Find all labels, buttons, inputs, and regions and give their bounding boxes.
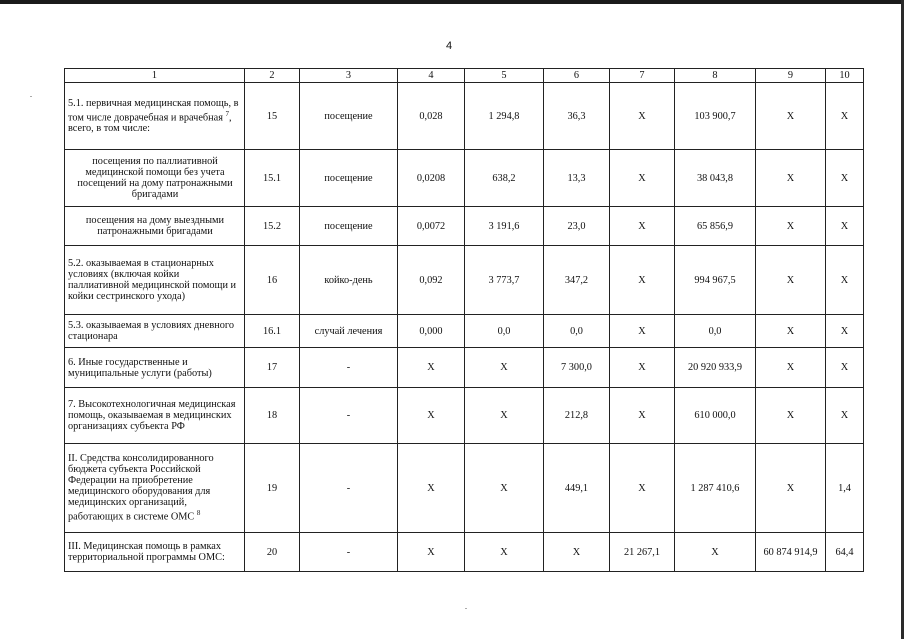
table-cell: 0,028 [398, 83, 465, 150]
table-cell: X [675, 533, 756, 572]
table-row [65, 150, 864, 207]
scan-speck [30, 96, 32, 97]
table-cell: 0,000 [398, 315, 465, 348]
row-label [65, 388, 245, 444]
table-cell: X [826, 348, 864, 388]
table-cell: X [826, 388, 864, 444]
table-cell: 38 043,8 [675, 150, 756, 207]
row-label [65, 348, 245, 388]
table-cell: X [756, 207, 826, 246]
row-label-text: посещения по паллиативной медицинской помощи без учета посещений на дому патронажными бригадами [77, 156, 233, 200]
row-label-text: 5.2. оказываемая в стационарных условиях (включая койки паллиативной медицинской помощи и койки сестринского ухода) [68, 258, 237, 302]
row-label [65, 150, 245, 207]
table-header-row [65, 69, 864, 83]
table-cell: X [756, 388, 826, 444]
table-cell: 3 773,7 [465, 246, 544, 315]
table-cell: 3 191,6 [465, 207, 544, 246]
table-row [65, 388, 864, 444]
footnote-marker: 7 [225, 109, 230, 118]
table-cell: X [398, 348, 465, 388]
table-cell: - [300, 444, 398, 533]
table-cell: 15.2 [245, 207, 300, 246]
column-header: 4 [398, 69, 465, 83]
table-cell: 103 900,7 [675, 83, 756, 150]
table-row [65, 444, 864, 533]
row-label [65, 83, 245, 150]
table-cell: X [756, 83, 826, 150]
table-row [65, 83, 864, 150]
table-cell: посещение [300, 150, 398, 207]
row-label [65, 444, 245, 533]
table-cell: X [756, 348, 826, 388]
row-label-text: 7. Высокотехнологичная медицинская помощь, оказываемая в медицинских организациях субъекта РФ [68, 399, 236, 432]
row-label-text: II. Средства консолидированного бюджета субъекта Российской Федерации на приобретение медицинского оборудования для медицинских организаций, работающих в системе ОМС [68, 453, 214, 523]
column-header: 7 [610, 69, 675, 83]
table-cell: 610 000,0 [675, 388, 756, 444]
table-cell: X [610, 83, 675, 150]
table-cell: койко-день [300, 246, 398, 315]
table-cell: 17 [245, 348, 300, 388]
row-label [65, 246, 245, 315]
data-table [64, 68, 864, 572]
table-cell: X [610, 150, 675, 207]
table-cell: X [756, 444, 826, 533]
table-cell: 65 856,9 [675, 207, 756, 246]
page-number: 4 [446, 40, 453, 52]
table-cell: 0,0 [465, 315, 544, 348]
row-label-text: III. Медицинская помощь в рамках территориальной программы ОМС: [68, 541, 225, 563]
table-cell: посещение [300, 83, 398, 150]
table-cell: 0,0 [675, 315, 756, 348]
column-header: 5 [465, 69, 544, 83]
table-cell: X [610, 246, 675, 315]
footnote-marker: 8 [196, 509, 201, 518]
scan-speck [465, 608, 467, 609]
table-cell: 0,092 [398, 246, 465, 315]
row-label-text: 6. Иные государственные и муниципальные услуги (работы) [68, 356, 212, 379]
table-cell: X [756, 315, 826, 348]
table-cell: X [826, 150, 864, 207]
table-cell: 347,2 [544, 246, 610, 315]
table-cell: 20 [245, 533, 300, 572]
table-cell: X [610, 388, 675, 444]
table-cell: X [826, 207, 864, 246]
column-header: 3 [300, 69, 398, 83]
table-cell: 0,0 [544, 315, 610, 348]
table-cell: посещение [300, 207, 398, 246]
table-cell: 19 [245, 444, 300, 533]
table-cell: X [465, 348, 544, 388]
column-header: 10 [826, 69, 864, 83]
row-label [65, 315, 245, 348]
table-cell: X [465, 444, 544, 533]
table-cell: 638,2 [465, 150, 544, 207]
column-header: 6 [544, 69, 610, 83]
table-cell: X [826, 83, 864, 150]
table-cell: 15.1 [245, 150, 300, 207]
column-header: 9 [756, 69, 826, 83]
table-cell: X [398, 444, 465, 533]
table-row [65, 315, 864, 348]
table-cell: 16 [245, 246, 300, 315]
table-cell: X [398, 533, 465, 572]
table-cell: X [465, 533, 544, 572]
row-label [65, 533, 245, 572]
table-cell: X [610, 207, 675, 246]
row-label-text: посещения на дому выездными патронажными бригадами [85, 215, 225, 237]
table-row [65, 246, 864, 315]
row-label-text: 5.1. первичная медицинская помощь, в том числе доврачебная и врачебная [68, 97, 239, 124]
table-row [65, 533, 864, 572]
table-cell: X [544, 533, 610, 572]
table-row [65, 207, 864, 246]
table-cell: 20 920 933,9 [675, 348, 756, 388]
table-cell: 994 967,5 [675, 246, 756, 315]
table-cell: X [826, 315, 864, 348]
row-label-tail: , всего, в том числе: [68, 112, 232, 135]
table-cell: 1,4 [826, 444, 864, 533]
column-header: 8 [675, 69, 756, 83]
table-cell: 18 [245, 388, 300, 444]
table-cell: 36,3 [544, 83, 610, 150]
table-cell: X [610, 315, 675, 348]
table-cell: 60 874 914,9 [756, 533, 826, 572]
table-cell: 64,4 [826, 533, 864, 572]
table-cell: 7 300,0 [544, 348, 610, 388]
table-cell: - [300, 388, 398, 444]
table-cell: случай лечения [300, 315, 398, 348]
table-cell: X [398, 388, 465, 444]
table-cell: 0,0072 [398, 207, 465, 246]
page-top-border [0, 0, 904, 4]
row-label-text: 5.3. оказываемая в условиях дневного стационара [68, 320, 234, 342]
column-header: 2 [245, 69, 300, 83]
table-cell: 15 [245, 83, 300, 150]
table-cell: 1 294,8 [465, 83, 544, 150]
table-cell: 13,3 [544, 150, 610, 207]
table-cell: X [610, 348, 675, 388]
table-cell: X [756, 150, 826, 207]
table-cell: - [300, 348, 398, 388]
table-cell: X [826, 246, 864, 315]
table-cell: 1 287 410,6 [675, 444, 756, 533]
table-cell: X [756, 246, 826, 315]
table-cell: X [610, 444, 675, 533]
table-cell: X [465, 388, 544, 444]
table-cell: 16.1 [245, 315, 300, 348]
table-cell: 212,8 [544, 388, 610, 444]
table-cell: 0,0208 [398, 150, 465, 207]
table-cell: 23,0 [544, 207, 610, 246]
table-cell: 21 267,1 [610, 533, 675, 572]
table-cell: 449,1 [544, 444, 610, 533]
column-header: 1 [65, 69, 245, 83]
row-label [65, 207, 245, 246]
table-row [65, 348, 864, 388]
table-cell: - [300, 533, 398, 572]
